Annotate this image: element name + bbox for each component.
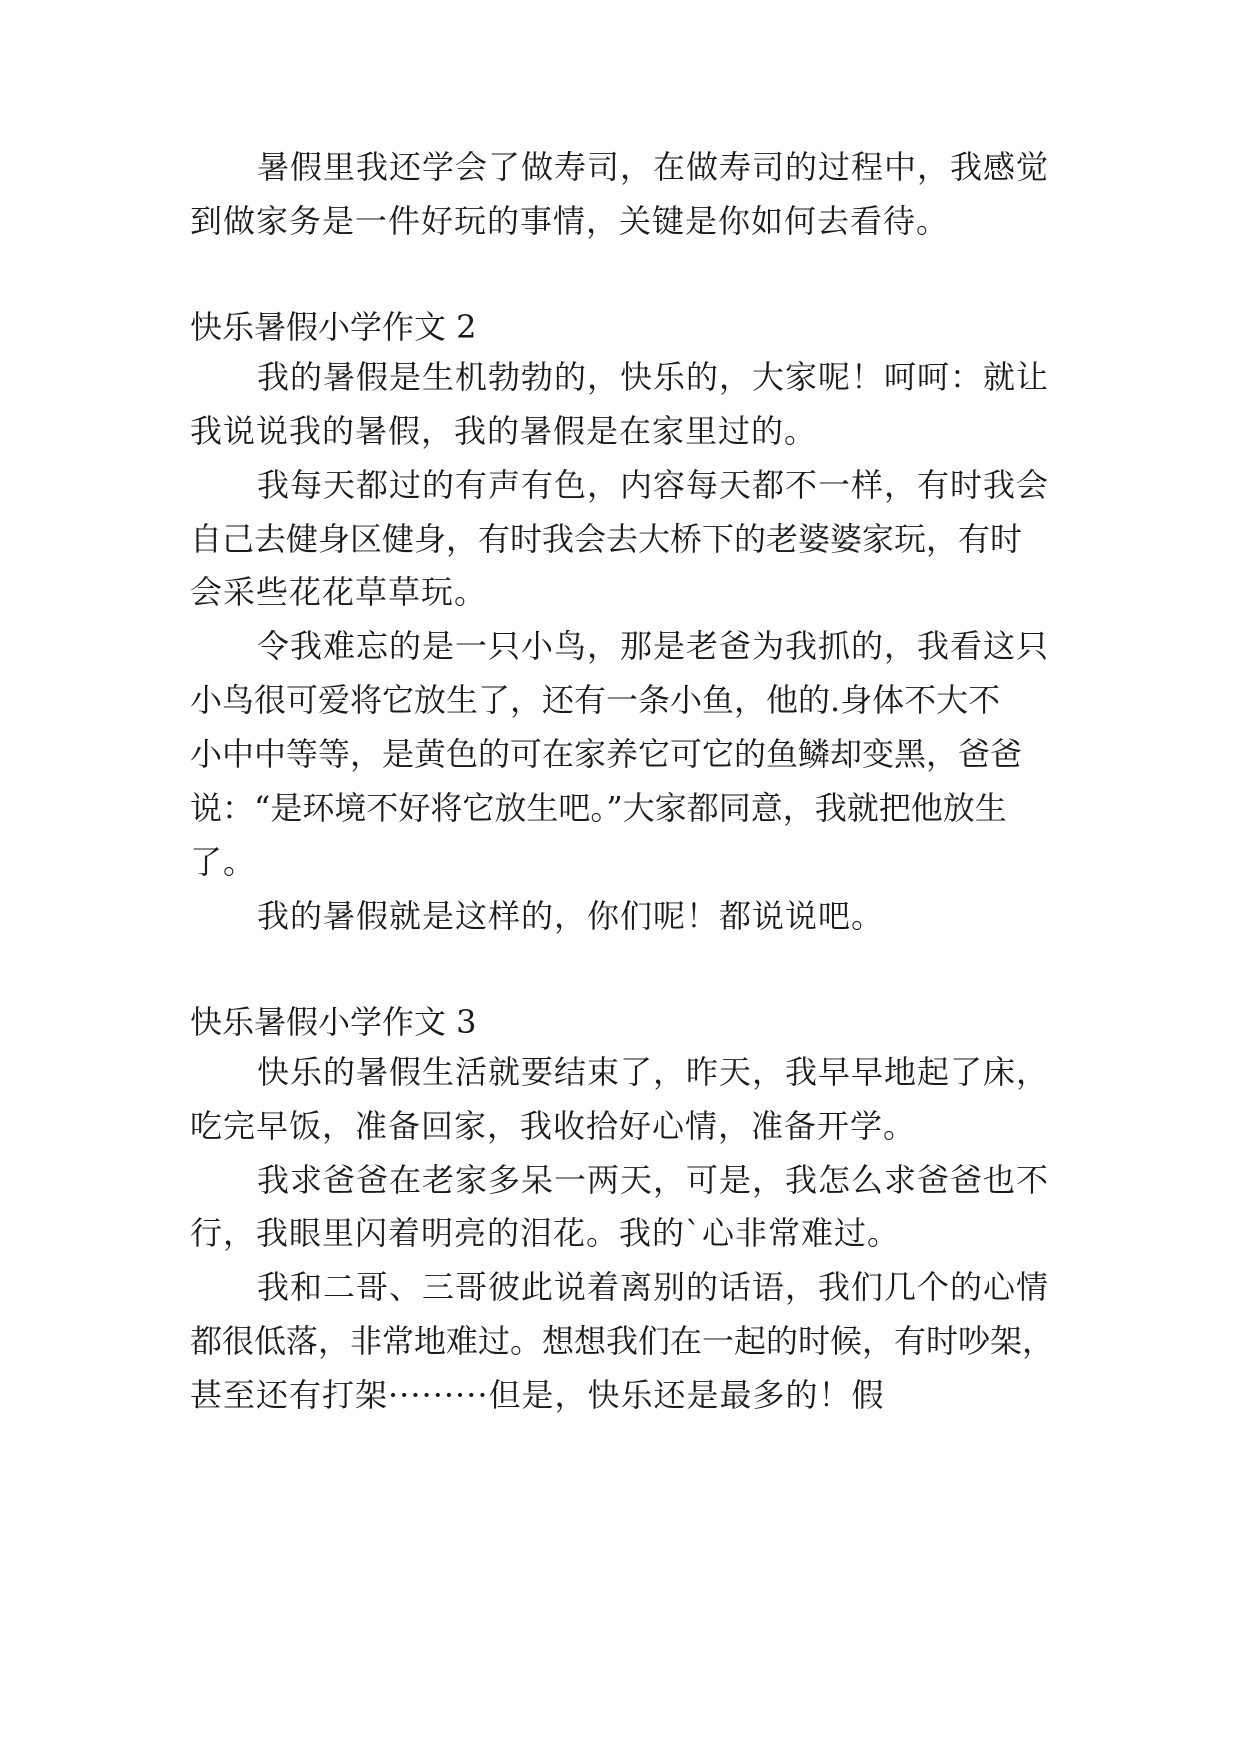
section-2-line-2: 我说说我的暑假，我的暑假是在家里过的。 (190, 412, 818, 450)
section-2-line-5: 会采些花花草草玩。 (190, 573, 488, 611)
section-2-line-4: 自己去健身区健身，有时我会去大桥下的老婆婆家玩，有时 (190, 520, 1023, 558)
section-2-line-7: 小鸟很可爱将它放生了，还有一条小鱼，他的.身体不大不 (190, 681, 1001, 719)
section-3-heading: 快乐暑假小学作文 3 (190, 1003, 477, 1041)
section-3-line-1: 快乐的暑假生活就要结束了，昨天，我早早地起了床， (257, 1053, 1050, 1091)
section-2-line-6: 令我难忘的是一只小鸟，那是老爸为我抓的，我看这只 (257, 627, 1050, 665)
section-2-line-11: 我的暑假就是这样的，你们呢！都说说吧。 (257, 897, 885, 935)
intro-line-1: 暑假里我还学会了做寿司，在做寿司的过程中，我感觉 (257, 148, 1050, 186)
section-2-line-8: 小中中等等，是黄色的可在家养它可它的鱼鳞却变黑，爸爸 (190, 735, 1023, 773)
intro-line-2: 到做家务是一件好玩的事情，关键是你如何去看待。 (190, 202, 950, 240)
section-3-line-6: 都很低落，非常地难过。想想我们在一起的时候，有时吵架， (190, 1322, 1055, 1360)
section-3-line-7: 甚至还有打架·········但是，快乐还是最多的！假 (190, 1376, 885, 1414)
section-2-line-10: 了。 (190, 843, 257, 881)
section-2-line-3: 我每天都过的有声有色，内容每天都不一样，有时我会 (257, 466, 1050, 504)
section-3-line-4: 行，我眼里闪着明亮的泪花。我的`心非常难过。 (190, 1214, 901, 1252)
section-2-line-9: 说：“是环境不好将它放生吧。”大家都同意，我就把他放生 (190, 789, 1007, 827)
section-3-line-2: 吃完早饭，准备回家，我收拾好心情，准备开学。 (190, 1107, 917, 1145)
section-3-line-3: 我求爸爸在老家多呆一两天，可是，我怎么求爸爸也不 (257, 1161, 1050, 1199)
section-3-line-5: 我和二哥、三哥彼此说着离别的话语，我们几个的心情 (257, 1268, 1050, 1306)
section-2-heading: 快乐暑假小学作文 2 (190, 308, 477, 346)
section-2-line-1: 我的暑假是生机勃勃的，快乐的，大家呢！呵呵：就让 (257, 358, 1050, 396)
